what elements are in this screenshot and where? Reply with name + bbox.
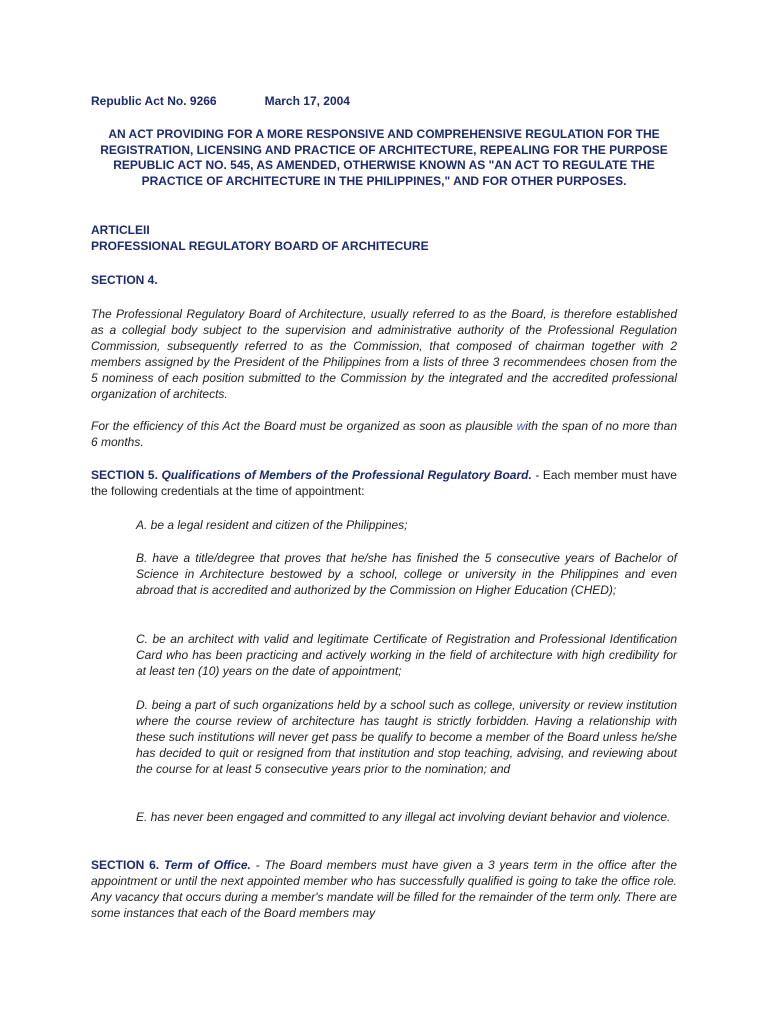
qualification-item-d: D. being a part of such organizations held by a school such as college, university or review institution where the course review of architecture has taught is strictly forbidden. Having a relationship with these such institutions will never get pass be qualify to become a member of the Board unless he/she has decided to quit or resigned from that institution and stop teaching, advising, and reviewing about the course for at least 5 consecutive years prior to the nomination; and <box>136 698 677 776</box>
article-number: ARTICLEII <box>91 223 150 237</box>
qualification-item-e: E. has never been engaged and committed to any illegal act involving deviant behavior and violence. <box>136 810 671 824</box>
act-date: March 17, 2004 <box>264 94 350 108</box>
section-5-intro-text: - Each member must have the following credentials at the time of appointment: <box>91 468 677 498</box>
section-5-label: SECTION 5. <box>91 468 158 482</box>
qualification-item-b: B. have a title/degree that proves that he/she has finished the 5 consecutive years of Bachelor of Science in Architecture bestowed by a school, college or university in the Philippines and even abroad that is accredited and authorized by the Commission on Higher Education (CHED); <box>136 551 677 597</box>
section-6-heading: Term of Office. <box>163 858 251 872</box>
qualification-item-a: A. be a legal resident and citizen of the Philippines; <box>136 518 408 532</box>
section-4-heading: SECTION 4. <box>91 273 158 287</box>
section-5-intro <box>91 467 677 499</box>
section-5-heading: Qualifications of Members of the Professional Regulatory Board. <box>161 468 532 482</box>
section-4-paragraph-1: The Professional Regulatory Board of Architecture, usually referred to as the Board, is therefore established as a collegial body subject to the supervision and administrative authority of the Professional Regulation Commission, subsequently referred to as the Commission, that composed of chairman together with 2 members assigned by the President of the Philippines from a lists of three 3 recommendees chosen from the 5 nominess of each position submitted to the Commission by the integrated and the accredited professional organization of architects. <box>91 307 677 401</box>
article-heading <box>91 223 429 254</box>
act-title: AN ACT PROVIDING FOR A MORE RESPONSIVE AND COMPREHENSIVE REGULATION FOR THE REGISTRATION, LICENSING AND PRACTICE OF ARCHITECTURE, REPEALING FOR THE PURPOSE REPUBLIC ACT NO. 545, AS AMENDED, OTHERWISE KNOWN AS "AN ACT TO REGULATE THE PRACTICE OF ARCHITECTURE IN THE PHILIPPINES," AND FOR OTHER PURPOSES. <box>100 127 668 188</box>
article-name: PROFESSIONAL REGULATORY BOARD OF ARCHITECURE <box>91 238 429 253</box>
para2-text-a: For the efficiency of this Act the Board must be organized as soon as plausible <box>91 419 517 433</box>
section-6 <box>91 857 677 921</box>
section-6-label: SECTION 6. <box>91 858 160 872</box>
qualification-item-c: C. be an architect with valid and legitimate Certificate of Registration and Professional Identification Card who has been practicing and actively working in the field of architecture with high credibility for at least ten (10) years on the date of appointment; <box>136 632 677 678</box>
para2-accent-letter: w <box>516 419 526 433</box>
act-header <box>91 94 350 108</box>
act-number: Republic Act No. 9266 <box>91 94 217 108</box>
section-4-paragraph-2 <box>91 418 677 450</box>
para2-text-b: ith the span of no more than 6 months. <box>91 419 677 449</box>
section-6-body: - The Board members must have given a 3 years term in the office after the appointment or until the next appointed member who has successfully qualified is going to take the office role. Any vacancy that occurs during a member's mandate will be filled for the remainder of the term only. There are some instances that each of the Board members may <box>91 858 677 920</box>
